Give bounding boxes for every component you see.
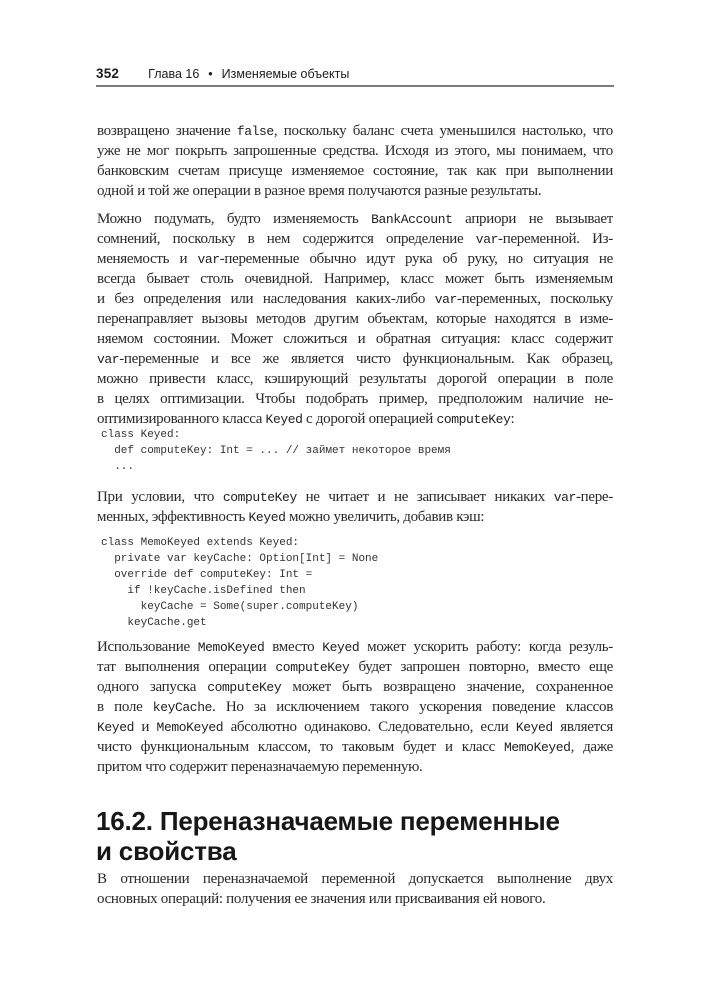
text-line: [97, 329, 613, 349]
text-segment: и без определения или наследования каких-либо: [97, 291, 435, 307]
code-block: [101, 535, 613, 631]
inline-code: computeKey: [275, 660, 350, 675]
text-segment: -переменной. Из-: [498, 231, 613, 247]
text-line: [97, 889, 613, 909]
text-segment: одного запуска: [97, 679, 208, 695]
text-segment: сомнений, поскольку в нем содержится определение: [97, 231, 476, 247]
heading-line: 16.2. Переназначаемые переменные: [96, 806, 560, 836]
inline-code: BankAccount: [371, 212, 453, 227]
text-line: [97, 409, 613, 429]
text-line: [97, 507, 613, 527]
text-line: [97, 697, 613, 717]
section-heading: [96, 806, 616, 866]
bullet-separator-icon: •: [208, 67, 213, 81]
text-segment: -переменные и все же является чисто функциональным. Как образец,: [119, 351, 613, 367]
page-number: 352: [96, 66, 120, 81]
inline-code: var: [475, 232, 499, 247]
inline-code: computeKey: [436, 412, 511, 427]
inline-code: MemoKeyed: [197, 640, 265, 655]
inline-code: Keyed: [322, 640, 360, 655]
text-segment: может быть возвращено значение, сохраненное: [281, 679, 613, 695]
text-line: [97, 229, 613, 249]
text-segment: , даже: [570, 739, 613, 755]
text-segment: При условии, что: [97, 489, 223, 505]
text-segment: притом что содержит переназначаемую переменную.: [97, 759, 423, 775]
text-line: [97, 161, 613, 181]
text-line: [97, 181, 613, 201]
inline-code: var: [553, 490, 576, 505]
text-line: [97, 309, 613, 329]
code-line: private var keyCache: Option[Int] = None: [101, 553, 379, 565]
text-segment: няемом состоянии. Может сложиться и обратная ситуация: класс содержит: [97, 331, 613, 347]
paragraph: [97, 869, 613, 909]
text-segment: чисто функциональным классом, то таковым будет и класс: [97, 739, 504, 755]
chapter-title: Изменяемые объекты: [221, 67, 350, 81]
code-line: def computeKey: Int = ... // займет некоторое время: [101, 445, 451, 457]
code-line: class MemoKeyed extends Keyed:: [101, 537, 300, 549]
text-segment: основных операций: получения ее значения или присваивания ей нового.: [97, 891, 546, 907]
inline-code: computeKey: [207, 680, 282, 695]
text-line: [97, 209, 613, 229]
code-line: keyCache = Some(super.computeKey): [101, 601, 359, 613]
inline-code: var: [434, 292, 457, 307]
text-segment: . Но за исключением такого ускорения поведение классов: [212, 699, 613, 715]
text-segment: тат выполнения операции: [97, 659, 276, 675]
text-segment: возвращено значение: [97, 123, 237, 139]
text-segment: менных, эффективность: [97, 509, 249, 525]
paragraph: [97, 209, 613, 429]
text-segment: с дорогой операцией: [302, 411, 437, 427]
code-line: keyCache.get: [101, 617, 207, 629]
text-line: [97, 349, 613, 369]
paragraph: [97, 487, 613, 527]
text-line: [97, 249, 613, 269]
text-line: [97, 141, 613, 161]
code-block: [101, 427, 613, 475]
running-header: [96, 62, 614, 87]
text-segment: является: [552, 719, 613, 735]
text-segment: перенаправляет вызовы методов другим объектам, которые находятся в изме-: [97, 311, 613, 327]
inline-code: Keyed: [515, 720, 553, 735]
text-segment: -переменных, поскольку: [456, 291, 613, 307]
text-segment: не читает и не записывает никаких: [296, 489, 554, 505]
text-segment: абсолютно одинаково. Следовательно, если: [223, 719, 516, 735]
text-line: [97, 637, 613, 657]
text-segment: меняемость и: [97, 251, 198, 267]
inline-code: var: [97, 352, 120, 367]
text-line: [97, 757, 613, 777]
text-segment: вместо: [264, 639, 323, 655]
code-line: override def computeKey: Int =: [101, 569, 313, 581]
text-line: [97, 657, 613, 677]
text-segment: оптимизированного класса: [97, 411, 266, 427]
text-segment: в поле: [97, 699, 153, 715]
text-segment: одной и той же операции в разное время получаются разные результаты.: [97, 183, 542, 199]
inline-code: Keyed: [97, 720, 135, 735]
text-segment: , поскольку баланс счета уменьшился настолько, что: [273, 123, 613, 139]
text-line: [97, 389, 613, 409]
text-segment: уже не мог покрыть запрошенные средства. Исходя из этого, мы понимаем, что: [97, 143, 613, 159]
text-line: [97, 121, 613, 141]
text-line: [97, 869, 613, 889]
text-segment: в целях оптимизации. Чтобы подобрать пример, предположим наличие не-: [97, 391, 613, 407]
text-line: [97, 717, 613, 737]
paragraph: [97, 637, 613, 777]
text-line: [97, 269, 613, 289]
text-segment: банковским счетам присуще изменяемое состояние, так как при выполнении: [97, 163, 613, 179]
paragraph: [97, 121, 613, 201]
inline-code: Keyed: [265, 412, 303, 427]
inline-code: computeKey: [222, 490, 297, 505]
text-segment: Можно подумать, будто изменяемость: [97, 211, 372, 227]
text-line: [97, 369, 613, 389]
heading-line: и свойства: [96, 836, 237, 866]
text-segment: -переменные обычно идут рука об руку, но ситуация не: [219, 251, 613, 267]
chapter-label: Глава 16: [148, 67, 200, 81]
inline-code: var: [197, 252, 220, 267]
inline-code: false: [236, 124, 274, 139]
text-line: [97, 289, 613, 309]
text-segment: и: [134, 719, 157, 735]
text-segment: :: [510, 411, 515, 427]
text-segment: В отношении переназначаемой переменной допускается выполнение двух: [97, 871, 613, 887]
text-segment: априори не вызывает: [452, 211, 613, 227]
text-segment: будет запрошен повторно, вместо еще: [349, 659, 613, 675]
text-segment: можно увеличить, добавив кэш:: [285, 509, 485, 525]
text-segment: всегда бывает столь очевидной. Например, класс может быть изменяемым: [97, 271, 613, 287]
inline-code: Keyed: [248, 510, 286, 525]
text-segment: может ускорить работу: когда резуль-: [359, 639, 613, 655]
text-segment: можно привести класс, кэширующий результаты дорогой операции в поле: [97, 371, 613, 387]
inline-code: MemoKeyed: [503, 740, 571, 755]
inline-code: keyCache: [152, 700, 213, 715]
text-line: [97, 487, 613, 507]
code-line: if !keyCache.isDefined then: [101, 585, 306, 597]
code-line: ...: [101, 461, 135, 473]
text-line: [97, 677, 613, 697]
text-line: [97, 737, 613, 757]
inline-code: MemoKeyed: [156, 720, 224, 735]
text-segment: Использование: [97, 639, 198, 655]
text-segment: -пере-: [575, 489, 613, 505]
code-line: class Keyed:: [101, 429, 181, 441]
